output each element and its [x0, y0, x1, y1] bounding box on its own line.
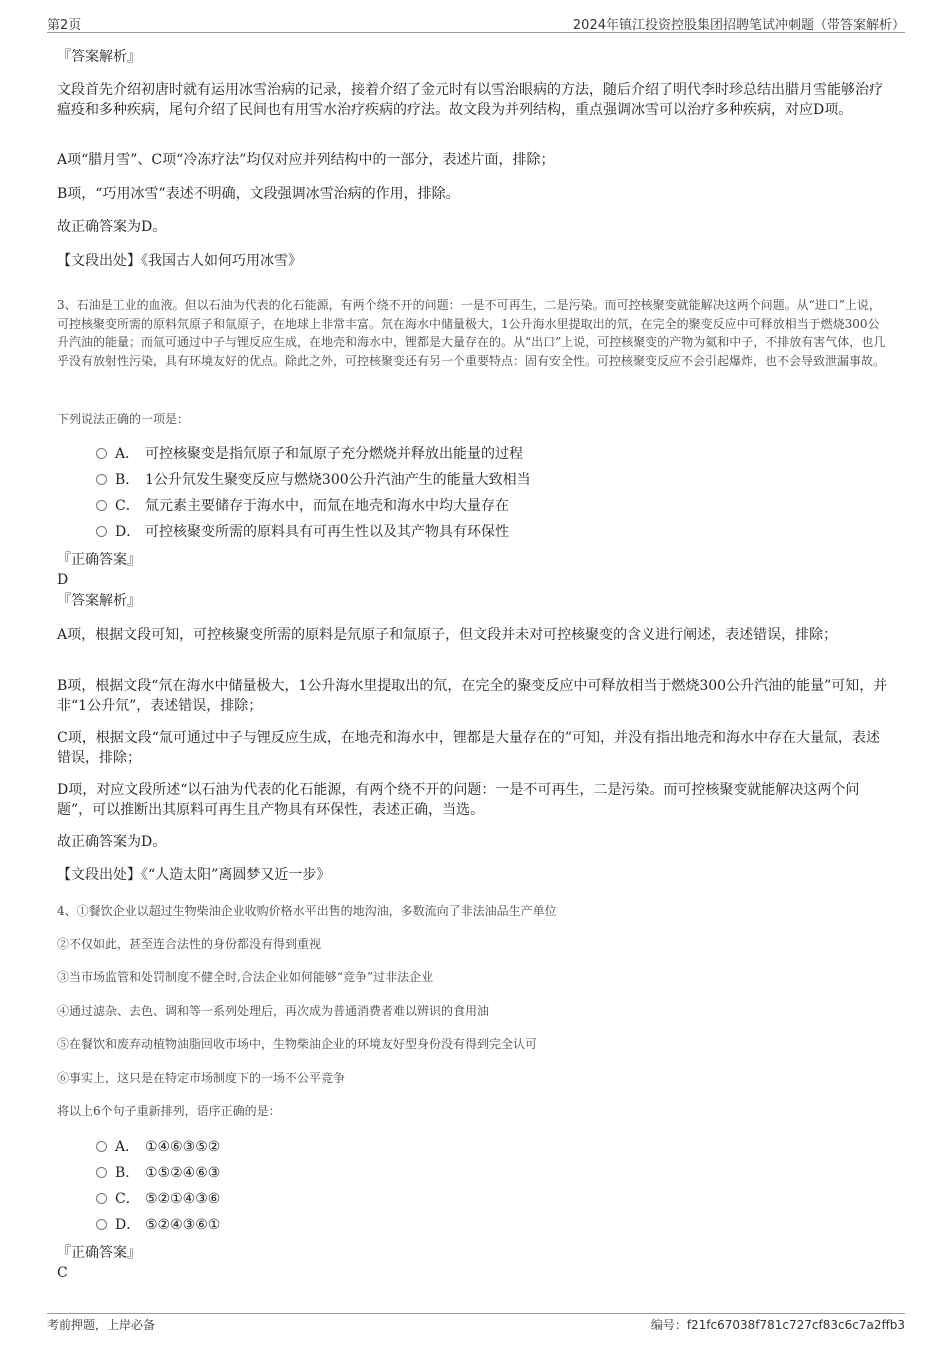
- option-d[interactable]: D． ⑤②④③⑥①: [96, 1215, 220, 1235]
- option-c[interactable]: C． ⑤②①④③⑥: [96, 1189, 220, 1209]
- option-c[interactable]: C． 氚元素主要储存于海水中，而氚在地壳和海水中均大量存在: [96, 496, 509, 516]
- radio-icon[interactable]: [96, 500, 107, 511]
- radio-icon[interactable]: [96, 474, 107, 485]
- page-footer: [47, 1313, 905, 1338]
- analysis-label: 『答案解析』: [57, 593, 141, 609]
- passage-source: 【文段出处】《我国古人如何巧用冰雪》: [57, 253, 302, 269]
- answer-label: 『正确答案』: [57, 1245, 141, 1261]
- sentence-item: ④通过滤杂、去色、调和等一系列处理后，再次成为普通消费者难以辨识的食用油: [57, 1004, 490, 1018]
- document-title: 2024年镇江投资控股集团招聘笔试冲刺题（带答案解析）: [572, 18, 905, 33]
- page-header: [47, 10, 905, 33]
- page-number: 第2页: [47, 18, 82, 33]
- radio-icon[interactable]: [96, 1167, 107, 1178]
- radio-icon[interactable]: [96, 448, 107, 459]
- footer-slogan: 考前押题，上岸必备: [47, 1318, 156, 1332]
- option-a[interactable]: A． 可控核聚变是指氘原子和氚原子充分燃烧并释放出能量的过程: [96, 444, 523, 464]
- document-id: 编号：f21fc67038f781c727cf83c6c7a2ffb3: [650, 1318, 905, 1332]
- option-d[interactable]: D． 可控核聚变所需的原料具有可再生性以及其产物具有环保性: [96, 522, 509, 542]
- analysis-paragraph: C项，根据文段“氚可通过中子与锂反应生成，在地壳和海水中，锂都是大量存在的”可知，并没有指出地壳和海水中存在大量氚，表述错误，排除；: [57, 730, 881, 766]
- analysis-label: 『答案解析』: [57, 49, 141, 65]
- analysis-paragraph: A项“腊月雪”、C项“冷冻疗法”均仅对应并列结构中的一部分，表述片面，排除；: [57, 152, 555, 168]
- analysis-paragraph: B项，根据文段“氘在海水中储量极大，1公升海水里提取出的氘，在完全的聚变反应中可释放相当于燃烧300公升汽油的能量”可知，并非“1公升氘”，表述错误，排除；: [57, 678, 888, 714]
- sentence-item: ②不仅如此，甚至连合法性的身份都没有得到重视: [57, 937, 322, 951]
- question-passage: 3、石油是工业的血液。但以石油为代表的化石能源，有两个绕不开的问题：一是不可再生，二是污染。而可控核聚变就能解决这两个问题。从“进口”上说，可控核聚变所需的原料氘原子和氚原子，在地球上非常丰富。氘在海水中储量极大，1公升海水里提取出的氘，在完全的聚变反应中可释放相当于燃烧300公升汽油的能量；而氚可通过中子与锂反应生成，在地壳和海水中，锂都是大量存在的。从“出口”上说，可控核聚变的产物为氦和中子，不排放有害气体，也几乎没有放射性污染，具有环境友好的优点。除此之外，可控核聚变还有另一个重要特点：固有安全性。可控核聚变反应不会引起爆炸，也不会导致泄漏事故。: [57, 298, 886, 368]
- question-prompt: 将以上6个句子重新排列，语序正确的是：: [57, 1104, 281, 1118]
- answer-label: 『正确答案』: [57, 552, 141, 568]
- sentence-item: ③当市场监管和处罚制度不健全时,合法企业如何能够“竞争”过非法企业: [57, 970, 434, 984]
- question-prompt: 下列说法正确的一项是：: [57, 412, 190, 426]
- analysis-paragraph: 文段首先介绍初唐时就有运用冰雪治病的记录，接着介绍了金元时有以雪治眼病的方法，随后介绍了明代李时珍总结出腊月雪能够治疗瘟疫和多种疾病，尾句介绍了民间也有用雪水治疗疾病的疗法。故文段为并列结构，重点强调冰雪可以治疗多种疾病，对应D项。: [57, 82, 883, 118]
- sentence-item: ⑥事实上，这只是在特定市场制度下的一场不公平竞争: [57, 1071, 346, 1085]
- answer-value: D: [57, 572, 69, 588]
- option-b[interactable]: B． 1公升氘发生聚变反应与燃烧300公升汽油产生的能量大致相当: [96, 470, 531, 490]
- conclusion: 故正确答案为D。: [57, 219, 167, 235]
- option-b[interactable]: B． ①⑤②④⑥③: [96, 1163, 220, 1183]
- radio-icon[interactable]: [96, 1193, 107, 1204]
- sentence-item: ⑤在餐饮和废弃动植物油脂回收市场中，生物柴油企业的环境友好型身份没有得到完全认可: [57, 1037, 538, 1051]
- option-a[interactable]: A． ①④⑥③⑤②: [96, 1137, 220, 1157]
- answer-value: C: [57, 1265, 68, 1281]
- passage-source: 【文段出处】《“人造太阳”离圆梦又近一步》: [57, 867, 331, 883]
- analysis-paragraph: B项，“巧用冰雪”表述不明确，文段强调冰雪治病的作用，排除。: [57, 186, 460, 202]
- radio-icon[interactable]: [96, 526, 107, 537]
- radio-icon[interactable]: [96, 1219, 107, 1230]
- conclusion: 故正确答案为D。: [57, 834, 167, 850]
- radio-icon[interactable]: [96, 1141, 107, 1152]
- analysis-paragraph: D项，对应文段所述“以石油为代表的化石能源，有两个绕不开的问题：一是不可再生，二是污染。而可控核聚变就能解决这两个问题”，可以推断出其原料可再生且产物具有环保性，表述正确，当选。: [57, 782, 860, 818]
- analysis-paragraph: A项，根据文段可知，可控核聚变所需的原料是氘原子和氚原子，但文段并未对可控核聚变的含义进行阐述，表述错误，排除；: [57, 627, 838, 643]
- sentence-item: 4、①餐饮企业以超过生物柴油企业收购价格水平出售的地沟油，多数流向了非法油品生产单位: [57, 904, 557, 918]
